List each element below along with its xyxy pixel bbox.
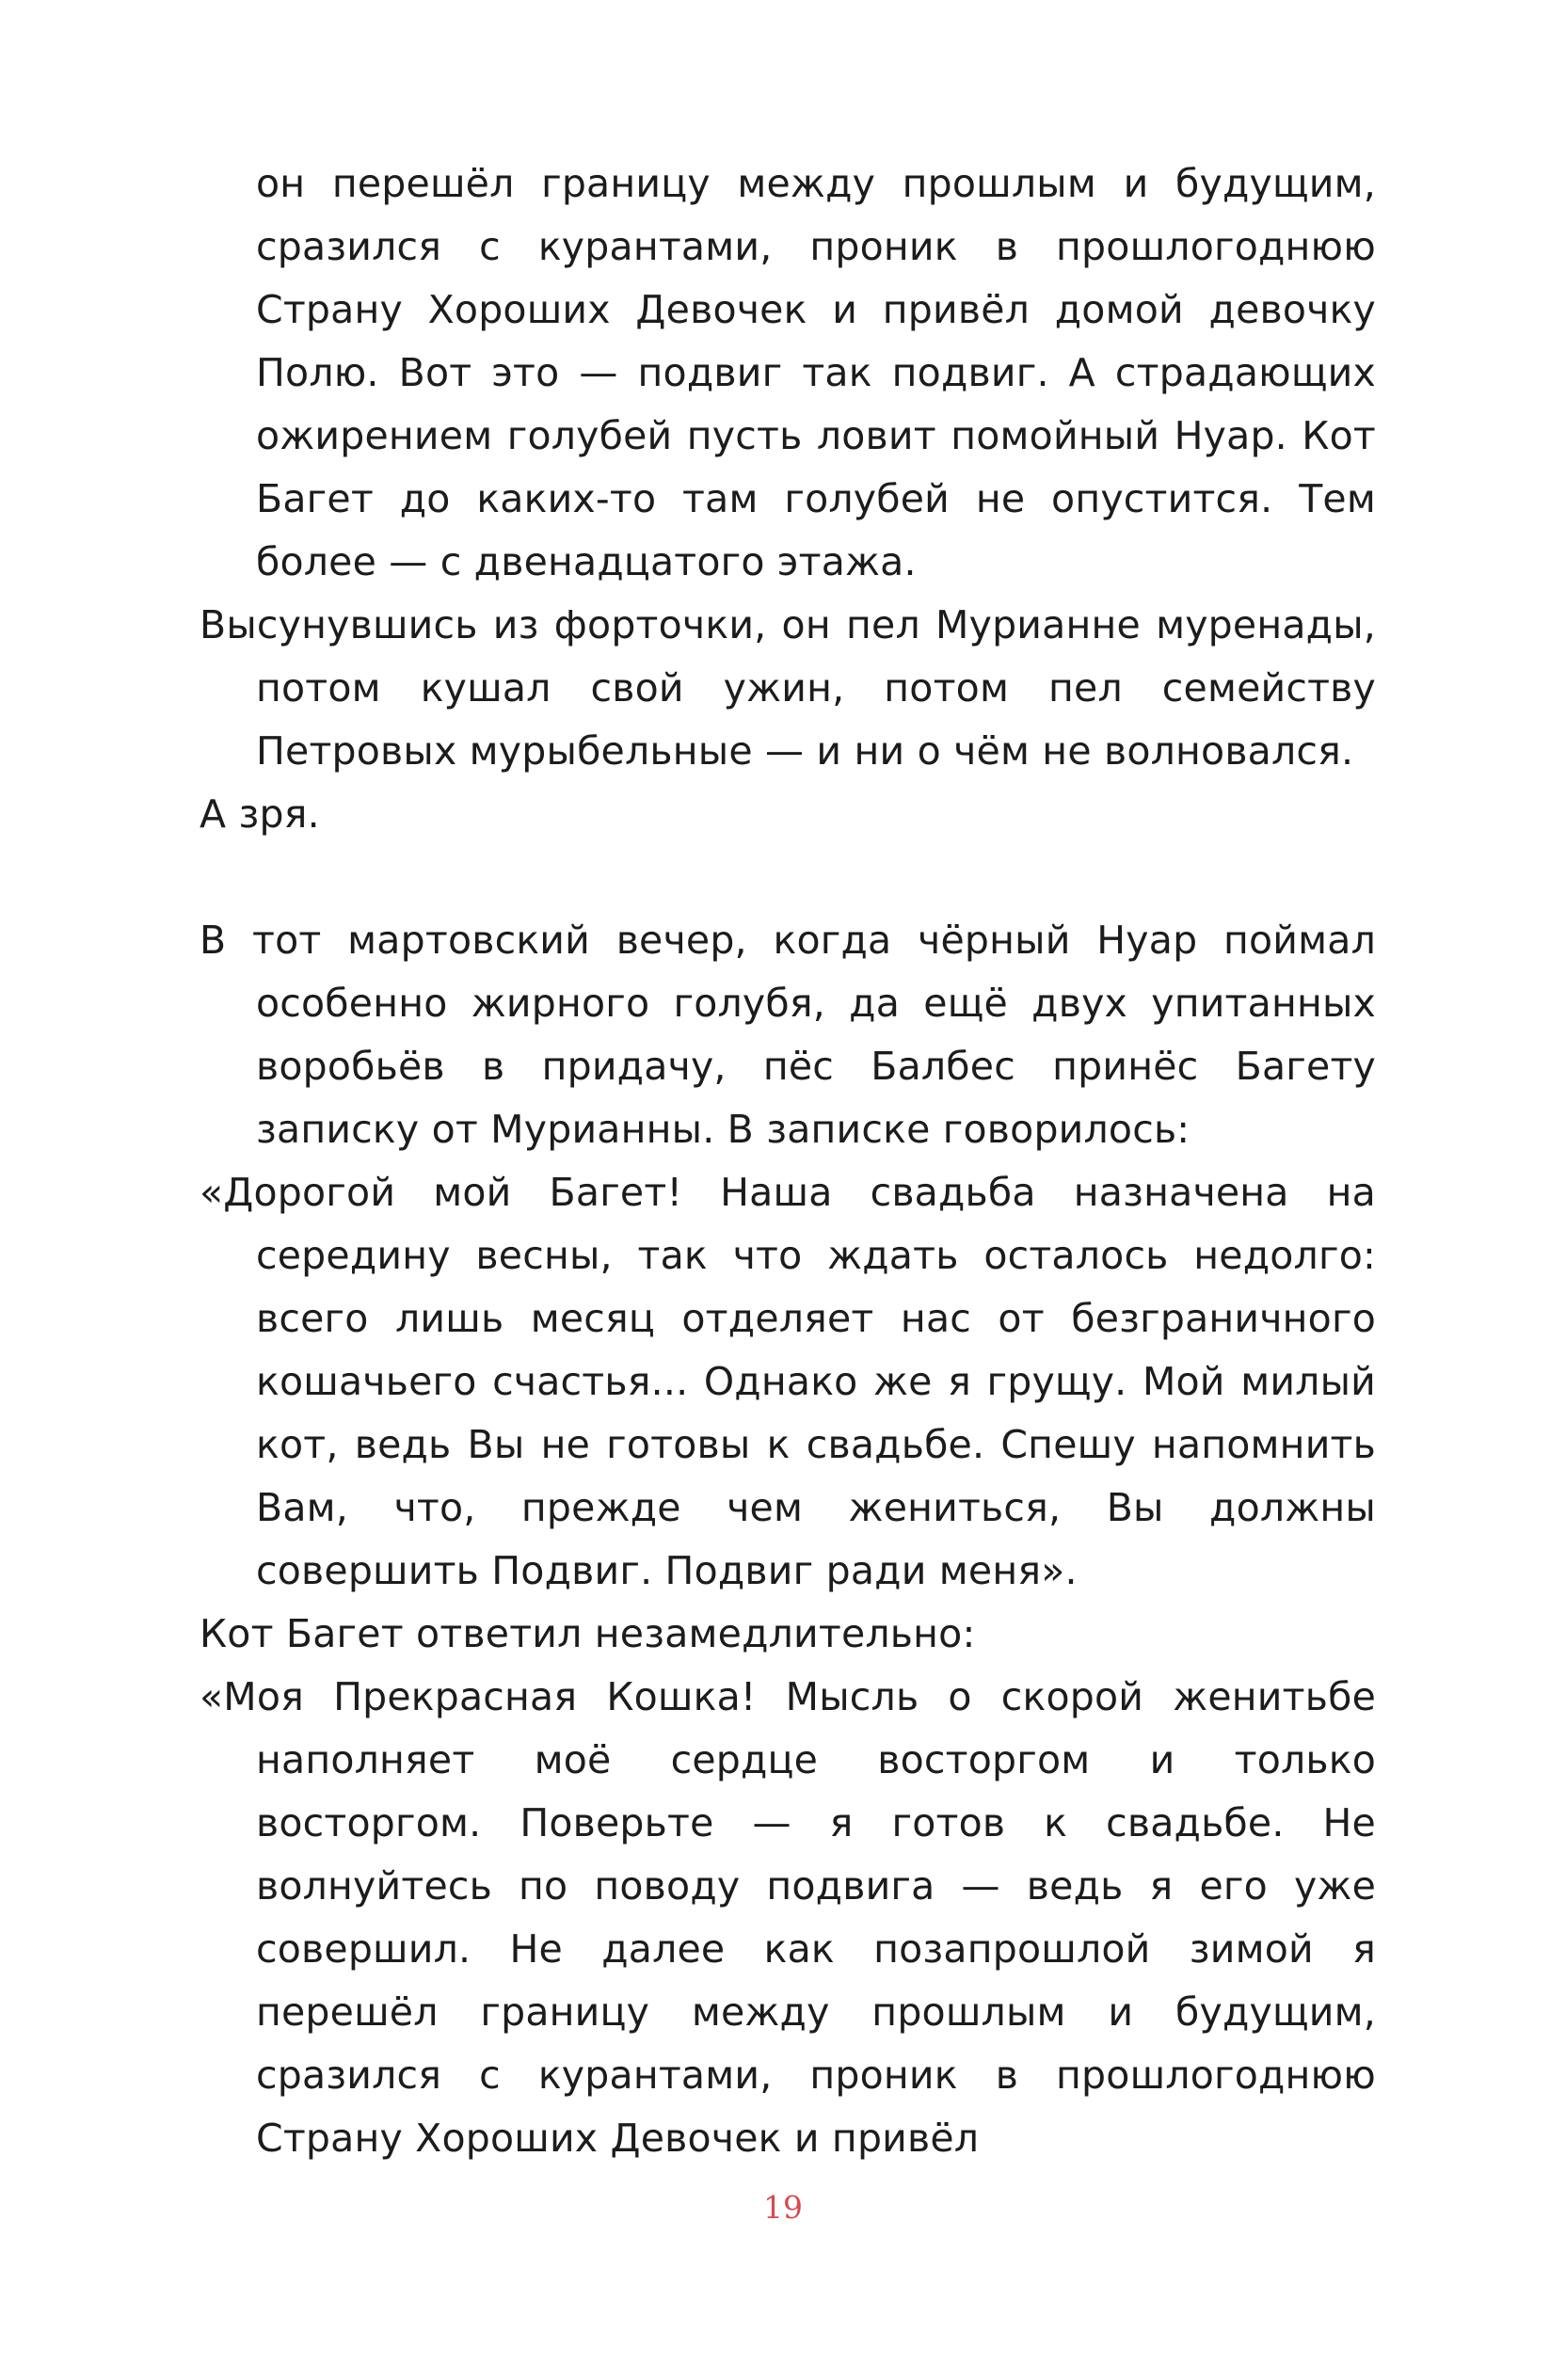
page-number: 19 bbox=[763, 2189, 803, 2226]
paragraph: А зря. bbox=[200, 791, 320, 837]
page-text bbox=[200, 152, 1376, 2170]
section-gap bbox=[200, 846, 1376, 909]
paragraph-continuation: он перешёл границу между прошлым и будущим, сразился с курантами, проник в прошлогоднюю Страну Хороших Девочек и привёл домой девочку Полю. Вот это — подвиг так подвиг. А страдающих ожирением голубей пусть ловит помойный Нуар. Кот Багет до каких-то там голубей не опустится. Тем более — с двенадцатого этажа. bbox=[256, 161, 1376, 584]
paragraph: Высунувшись из форточки, он пел Мурианне муренады, потом кушал свой ужин, потом пел семейству Петровых мурыбельные — и ни о чём не волновался. bbox=[200, 602, 1376, 774]
paragraph: В тот мартовский вечер, когда чёрный Нуар поймал особенно жирного голубя, да ещё двух упитанных воробьёв в придачу, пёс Балбес принёс Багету записку от Мурианны. В записке говорилось: bbox=[200, 918, 1376, 1152]
paragraph-letter: «Моя Прекрасная Кошка! Мысль о скорой женитьбе наполняет моё сердце восторгом и только восторгом. Поверьте — я готов к свадьбе. Не волнуйтесь по поводу подвига — ведь я его уже совершил. Не далее как позапрошлой зимой я перешёл границу между прошлым и будущим, сразился с курантами, проник в прошлогоднюю Страну Хороших Девочек и привёл bbox=[200, 1674, 1376, 2161]
paragraph: Кот Багет ответил незамедлительно: bbox=[200, 1611, 976, 1656]
paragraph-letter: «Дорогой мой Багет! Наша свадьба назначена на середину весны, так что ждать осталось недолго: всего лишь месяц отделяет нас от безграничного кошачьего счастья... Однако же я грущу. Мой милый кот, ведь Вы не готовы к свадьбе. Спешу напомнить Вам, что, прежде чем жениться, Вы должны совершить Подвиг. Подвиг ради меня». bbox=[200, 1170, 1376, 1593]
